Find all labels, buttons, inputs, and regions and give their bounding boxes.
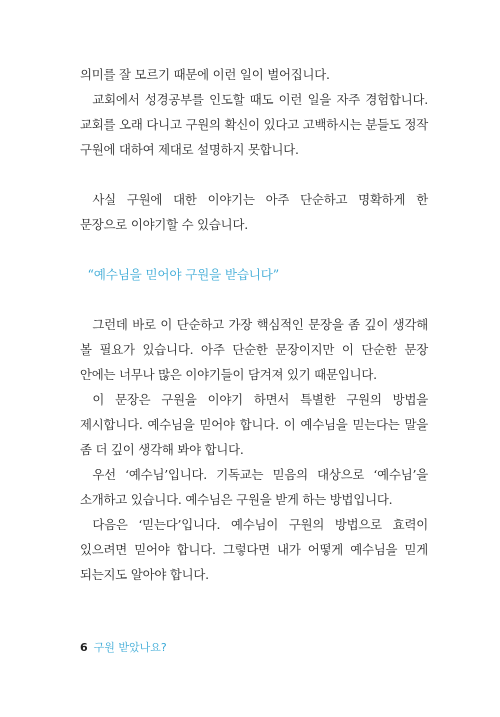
paragraph: 다음은 ‘믿는다’입니다. 예수님이 구원의 방법으로 효력이 있으려면 믿어야 합니다. 그렇다면 내가 어떻게 예수님을 믿게 되는지도 알아야 합니다. [80,517,428,582]
book-title: 구원 받았나요? [93,641,167,654]
page-footer [80,640,167,656]
paragraph: 교회에서 성경공부를 인도할 때도 이런 일을 자주 경험합니다. 교회를 오래 다니고 구원의 확신이 있다고 고백하시는 분들도 정작 구원에 대하여 제대로 설명하지 못합니다. [80,92,428,157]
page-number: 6 [80,641,88,654]
highlight-quote: “예수님을 믿어야 구원을 받습니다” [87,267,279,282]
paragraph: 사실 구원에 대한 이야기는 아주 단순하고 명확하게 한 문장으로 이야기할 수 있습니다. [80,192,428,232]
paragraph: 우선 ‘예수님’입니다. 기독교는 믿음의 대상으로 ‘예수님’을 소개하고 있습니다. 예수님은 구원을 받게 하는 방법입니다. [80,467,428,507]
paragraph: 이 문장은 구원을 이야기 하면서 특별한 구원의 방법을 제시합니다. 예수님을 믿어야 합니다. 이 예수님을 믿는다는 말을 좀 더 깊이 생각해 봐야 합니다. [80,392,428,457]
page-body [80,62,428,587]
paragraph: 그런데 바로 이 단순하고 가장 핵심적인 문장을 좀 깊이 생각해 볼 필요가 있습니다. 아주 단순한 문장이지만 이 단순한 문장 안에는 너무나 많은 이야기들이 담겨져 있기 때문입니다. [80,317,428,382]
paragraph: 의미를 잘 모르기 때문에 이런 일이 벌어집니다. [80,67,330,82]
